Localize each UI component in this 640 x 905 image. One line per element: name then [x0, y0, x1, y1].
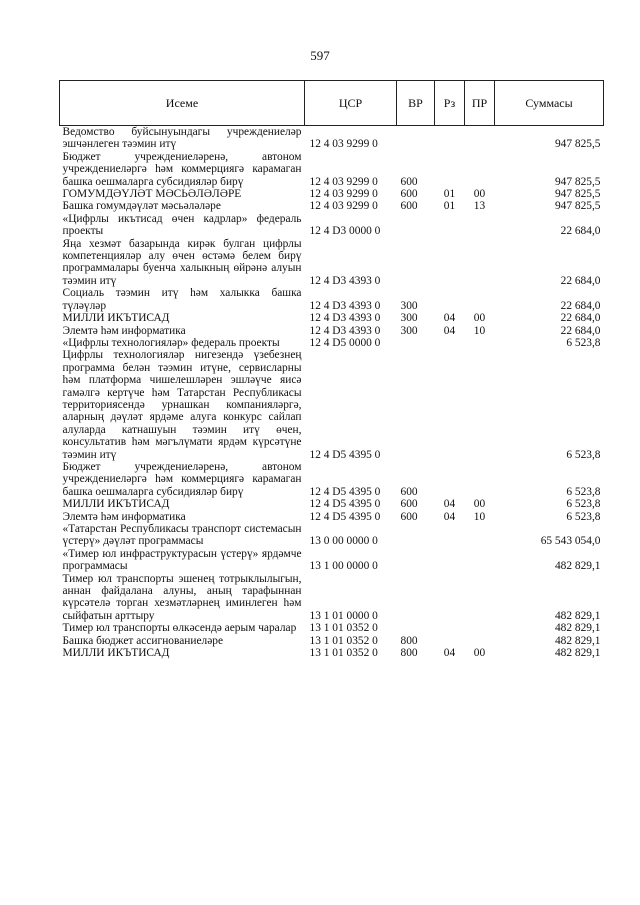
cell-pr: 10 [473, 324, 486, 337]
cell-pr [465, 622, 495, 634]
cell-name: Бюджет учреждениеләренә, автоном учреждениеләргә һәм коммерциягә карамаган башка оешмаларга субсидияләр бирү [62, 460, 302, 498]
cell-pr: 10 [473, 510, 486, 523]
table-row [60, 188, 604, 200]
cell-pr [465, 635, 495, 647]
header-rz: Рз [435, 81, 465, 126]
table-row [60, 126, 604, 151]
cell-csr: 13 0 00 0000 0 [309, 535, 378, 548]
cell-pr: 00 [473, 647, 486, 660]
cell-rz [435, 213, 465, 238]
cell-rz [435, 622, 465, 634]
cell-name: «Татарстан Республикасы транспорт системасын үстерү» дәүләт программасы [62, 523, 302, 548]
cell-pr: 13 [473, 200, 486, 213]
cell-rz: 01 [443, 200, 456, 213]
table-row [60, 622, 604, 634]
cell-csr: 13 1 01 0000 0 [309, 609, 378, 622]
cell-sum: 22 684,0 [560, 274, 601, 287]
cell-name: Яңа хезмәт базарында кирәк булган цифрлы компетенцияләр алу өчен өстәмә белем бирү программалары буенча халыкның өйрәнә алуын тәэмин итү [62, 237, 302, 287]
cell-sum: 22 684,0 [560, 324, 601, 337]
cell-rz: 04 [443, 312, 456, 325]
cell-rz: 04 [443, 510, 456, 523]
cell-sum: 947 825,5 [554, 200, 601, 213]
table-body [60, 126, 604, 660]
cell-csr: 13 1 01 0352 0 [309, 647, 378, 660]
cell-vr: 300 [400, 312, 418, 325]
cell-vr: 600 [400, 498, 418, 511]
cell-csr: 12 4 03 9299 0 [309, 200, 378, 213]
cell-pr [465, 238, 495, 288]
cell-vr: 300 [400, 299, 418, 312]
cell-pr [465, 523, 495, 548]
cell-vr [397, 238, 435, 288]
cell-name: «Цифрлы технологияләр» федераль проекты [62, 336, 280, 349]
cell-rz [435, 287, 465, 312]
cell-name: ГОМУМДӘҮЛӘТ МӘСЬӘЛӘЛӘРЕ [62, 188, 242, 201]
cell-name: Башка бюджет ассигнованиеләре [62, 634, 224, 647]
cell-rz [435, 461, 465, 498]
cell-sum: 482 829,1 [554, 609, 601, 622]
cell-rz [435, 151, 465, 188]
cell-rz: 01 [443, 188, 456, 201]
table-header-row [60, 81, 604, 126]
cell-csr: 12 4 03 9299 0 [309, 175, 378, 188]
cell-pr [465, 287, 495, 312]
cell-name: «Тимер юл инфраструктурасын үстерү» ярдәмче программасы [62, 547, 302, 573]
cell-sum: 65 543 054,0 [540, 535, 601, 548]
cell-vr: 600 [400, 510, 418, 523]
cell-csr: 12 4 D3 0000 0 [309, 225, 381, 238]
cell-rz: 04 [443, 647, 456, 660]
cell-pr: 00 [473, 188, 486, 201]
cell-sum: 947 825,5 [554, 138, 601, 151]
header-sum: Суммасы [495, 81, 604, 126]
cell-csr: 12 4 D5 4395 0 [309, 510, 381, 523]
cell-vr: 600 [400, 188, 418, 201]
cell-name: Бюджет учреждениеләренә, автоном учреждениеләргә һәм коммерциягә карамаган башка оешмаларга субсидияләр бирү [62, 150, 302, 188]
table-row [60, 461, 604, 498]
page-number: 597 [310, 48, 330, 63]
cell-vr: 800 [400, 647, 418, 660]
table-row [60, 548, 604, 573]
header-name: Исеме [60, 81, 305, 126]
cell-name: Ведомство буйсынуындагы учреждениеләр эшчәнлеген тәэмин итү [62, 126, 302, 151]
budget-table [59, 80, 604, 659]
cell-csr: 12 4 D5 4395 0 [309, 498, 381, 511]
cell-vr [397, 523, 435, 548]
cell-csr: 13 1 00 0000 0 [309, 560, 378, 573]
cell-pr [465, 337, 495, 349]
cell-csr: 12 4 03 9299 0 [309, 188, 378, 201]
cell-vr [397, 573, 435, 623]
cell-pr [465, 349, 495, 461]
cell-name: Элемтә һәм информатика [62, 510, 186, 523]
table-row [60, 200, 604, 212]
cell-name: Тимер юл транспорты өлкәсендә аерым чаралар [62, 622, 297, 635]
cell-name: Цифрлы технологияләр нигезендә үзебезнең программа белән тәэмин итүне, сервисларны һәм платформа чишелешләрен эшләүче яисә гамәлгә кертүче һәм Татарстан Республикасы территориясендә урнашкан компанияләргә, аларның дәүләт ярдәме алуга конкурс сайлап алуларда катнашуын тәэмин итү өчен, консультатив һәм мәгълүмати ярдәм күрсәтүне тәэмин итү [62, 349, 302, 461]
table-row [60, 337, 604, 349]
table-row [60, 523, 604, 548]
cell-vr: 600 [400, 485, 418, 498]
cell-csr: 13 1 01 0352 0 [309, 634, 378, 647]
cell-vr [397, 548, 435, 573]
cell-sum: 482 829,1 [554, 634, 601, 647]
cell-vr: 600 [400, 175, 418, 188]
header-vr: ВР [397, 81, 435, 126]
cell-sum: 22 684,0 [560, 312, 601, 325]
table-row [60, 325, 604, 337]
cell-pr [465, 213, 495, 238]
cell-vr: 600 [400, 200, 418, 213]
cell-vr: 800 [400, 634, 418, 647]
cell-rz [435, 349, 465, 461]
cell-csr: 12 4 D3 4393 0 [309, 312, 381, 325]
cell-pr [465, 548, 495, 573]
cell-sum: 6 523,8 [566, 448, 601, 461]
cell-name: Башка гомумдәүләт мәсьәләләре [62, 200, 221, 213]
cell-name: МИЛЛИ ИКЪТИСАД [62, 498, 170, 511]
cell-sum: 482 829,1 [554, 560, 601, 573]
header-pr: ПР [465, 81, 495, 126]
cell-rz [435, 523, 465, 548]
table-row [60, 511, 604, 523]
cell-pr [465, 151, 495, 188]
cell-name: Тимер юл транспорты эшенең тотрыклылыгын, аннан файдалана алуны, аның тарафыннан күрсәтелә торган хезмәтләрнең иминлеген һәм сыйфатын арттыру [62, 572, 302, 622]
cell-vr [397, 349, 435, 461]
cell-rz [435, 337, 465, 349]
cell-sum: 22 684,0 [560, 299, 601, 312]
cell-vr: 300 [400, 324, 418, 337]
cell-csr: 12 4 D3 4393 0 [309, 274, 381, 287]
cell-rz [435, 238, 465, 288]
cell-sum: 6 523,8 [566, 336, 601, 349]
table-row [60, 151, 604, 188]
table-row [60, 238, 604, 288]
cell-rz: 04 [443, 498, 456, 511]
cell-pr [465, 126, 495, 151]
cell-sum: 947 825,5 [554, 188, 601, 201]
cell-sum: 947 825,5 [554, 175, 601, 188]
cell-name: МИЛЛИ ИКЪТИСАД [62, 647, 170, 660]
cell-csr: 12 4 03 9299 0 [309, 138, 378, 151]
cell-name: Социаль тәэмин итү һәм халыкка башка түләүләр [62, 287, 302, 312]
cell-csr: 12 4 D5 0000 0 [309, 336, 381, 349]
table-row [60, 573, 604, 623]
cell-sum: 6 523,8 [566, 485, 601, 498]
cell-pr [465, 461, 495, 498]
cell-vr [397, 213, 435, 238]
cell-pr: 00 [473, 498, 486, 511]
cell-csr: 12 4 D3 4393 0 [309, 299, 381, 312]
table-row [60, 498, 604, 510]
cell-vr [397, 622, 435, 634]
cell-sum: 482 829,1 [554, 622, 601, 635]
table-row [60, 312, 604, 324]
cell-sum: 6 523,8 [566, 498, 601, 511]
cell-rz [435, 573, 465, 623]
table-row [60, 213, 604, 238]
cell-name: МИЛЛИ ИКЪТИСАД [62, 312, 170, 325]
table-row [60, 349, 604, 461]
cell-pr [465, 573, 495, 623]
header-csr: ЦСР [305, 81, 397, 126]
cell-sum: 6 523,8 [566, 510, 601, 523]
table-row [60, 287, 604, 312]
cell-pr: 00 [473, 312, 486, 325]
cell-csr: 13 1 01 0352 0 [309, 622, 378, 635]
cell-vr [397, 126, 435, 151]
cell-sum: 482 829,1 [554, 647, 601, 660]
cell-vr [397, 337, 435, 349]
cell-sum: 22 684,0 [560, 225, 601, 238]
cell-rz [435, 126, 465, 151]
cell-rz [435, 548, 465, 573]
table-row [60, 635, 604, 647]
cell-csr: 12 4 D5 4395 0 [309, 448, 381, 461]
cell-rz [435, 635, 465, 647]
cell-name: «Цифрлы икътисад өчен кадрлар» федераль проекты [62, 212, 302, 238]
table-row [60, 647, 604, 659]
cell-rz: 04 [443, 324, 456, 337]
cell-csr: 12 4 D5 4395 0 [309, 485, 381, 498]
cell-csr: 12 4 D3 4393 0 [309, 324, 381, 337]
cell-name: Элемтә һәм информатика [62, 324, 186, 337]
